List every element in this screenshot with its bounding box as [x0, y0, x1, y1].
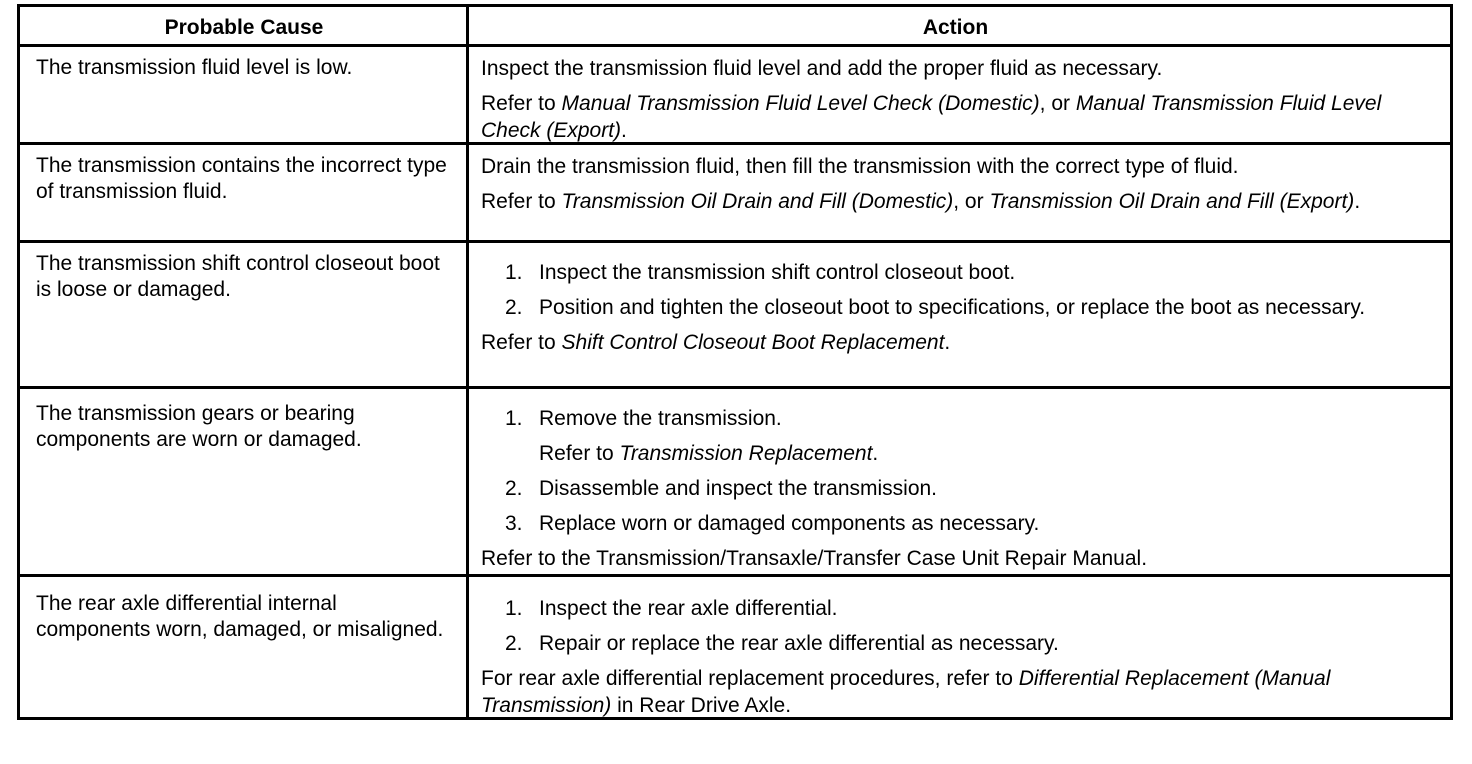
reference-text: Refer to Shift Control Closeout Boot Replacement.: [481, 331, 951, 354]
step-list: [481, 259, 1430, 321]
table-header-row: [20, 7, 1450, 47]
step-list: [481, 595, 1430, 657]
step-list: [481, 405, 1430, 537]
cause-cell: [20, 389, 466, 574]
action-cell: [469, 243, 1450, 386]
cause-text: The rear axle differential internal components worn, damaged, or misaligned.: [36, 592, 444, 641]
cause-cell: [20, 577, 466, 717]
cause-text: The transmission fluid level is low.: [36, 56, 353, 79]
reference-text: For rear axle differential replacement procedures, refer to Differential Replacement (Manual Transmission) in Rear Drive Axle.: [481, 667, 1331, 717]
reference-link[interactable]: Manual Transmission Fluid Level Check (Domestic): [561, 92, 1040, 115]
action-cell: [469, 145, 1450, 240]
table-row: [20, 577, 1450, 717]
cause-text: The transmission shift control closeout boot is loose or damaged.: [36, 252, 440, 301]
table-row: [20, 145, 1450, 243]
reference-link[interactable]: Transmission Oil Drain and Fill (Domestic): [561, 190, 954, 213]
action-text: Drain the transmission fluid, then fill the transmission with the correct type of fluid.: [481, 155, 1239, 178]
reference-text: Refer to the Transmission/Transaxle/Transfer Case Unit Repair Manual.: [481, 547, 1148, 570]
diagnostic-table: [17, 4, 1453, 720]
action-text: Inspect the transmission fluid level and add the proper fluid as necessary.: [481, 57, 1163, 80]
reference-link[interactable]: Transmission Replacement: [619, 442, 873, 465]
step-item: 1. Inspect the transmission shift control closeout boot.: [505, 261, 1016, 284]
cause-text: The transmission gears or bearing components are worn or damaged.: [36, 402, 362, 451]
step-reference: Refer to Transmission Replacement.: [539, 442, 879, 465]
table-row: [20, 243, 1450, 389]
cause-cell: [20, 243, 466, 386]
action-cell: [469, 47, 1450, 142]
table-row: [20, 47, 1450, 145]
step-item: 2. Disassemble and inspect the transmission.: [505, 477, 938, 500]
reference-link[interactable]: Transmission Oil Drain and Fill (Export): [989, 190, 1355, 213]
step-item: 2. Position and tighten the closeout boot to specifications, or replace the boot as necessary.: [505, 296, 1366, 319]
reference-text: Refer to Manual Transmission Fluid Level Check (Domestic), or Manual Transmission Fluid Level Check (Export).: [481, 92, 1382, 142]
step-item: 1. Remove the transmission. Refer to Transmission Replacement.: [505, 405, 1430, 467]
step-item: 2. Repair or replace the rear axle differential as necessary.: [505, 632, 1059, 655]
reference-link[interactable]: Shift Control Closeout Boot Replacement: [561, 331, 945, 354]
header-probable-cause: Probable Cause: [164, 16, 324, 39]
reference-text: Refer to Transmission Oil Drain and Fill (Domestic), or Transmission Oil Drain and Fill (Export).: [481, 190, 1361, 213]
cause-cell: [20, 47, 466, 142]
cause-cell: [20, 145, 466, 240]
table-row: [20, 389, 1450, 577]
reference-link[interactable]: Differential Replacement (Manual Transmission): [481, 667, 1331, 717]
reference-link[interactable]: Manual Transmission Fluid Level Check (Export): [481, 92, 1382, 142]
step-item: 1. Inspect the rear axle differential.: [505, 597, 838, 620]
action-cell: [469, 577, 1450, 717]
action-cell: [469, 389, 1450, 574]
header-action: Action: [922, 16, 989, 39]
step-item: 3. Replace worn or damaged components as necessary.: [505, 512, 1040, 535]
cause-text: The transmission contains the incorrect type of transmission fluid.: [36, 154, 447, 203]
